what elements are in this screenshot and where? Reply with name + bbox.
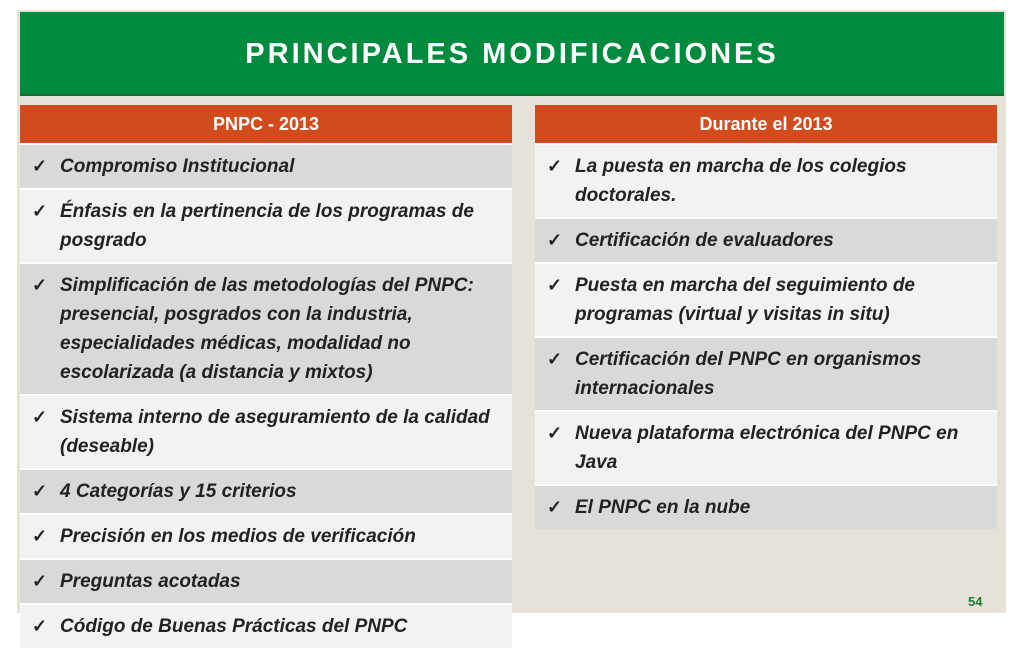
list-item	[20, 262, 512, 394]
list-item-text: Énfasis en la pertinencia de los programas de posgrado	[60, 201, 474, 251]
list-item	[535, 336, 997, 410]
check-icon: ✓	[32, 571, 48, 591]
list-item-text: Precisión en los medios de verificación	[60, 526, 416, 547]
table-durante-2013	[535, 105, 997, 518]
slide-title: PRINCIPALES MODIFICACIONES	[245, 37, 779, 70]
list-item-text: El PNPC en la nube	[575, 497, 751, 518]
list-item-text: Simplificación de las metodologías del PNPC: presencial, posgrados con la industria, especialidades médicas, modalidad no escolarizada (a distancia y mixtos)	[60, 275, 474, 383]
list-item-text: Preguntas acotadas	[60, 571, 241, 592]
list-item-text: Sistema interno de aseguramiento de la calidad (deseable)	[60, 407, 490, 457]
check-icon: ✓	[547, 275, 563, 295]
list-item-text: La puesta en marcha de los colegios doctorales.	[575, 156, 907, 206]
list-item-text: Nueva plataforma electrónica del PNPC en Java	[575, 423, 959, 473]
list-item	[535, 262, 997, 336]
table-header-pnpc-2013: PNPC - 2013	[20, 105, 512, 143]
list-item	[20, 143, 512, 188]
table-pnpc-2013	[20, 105, 512, 637]
check-icon: ✓	[547, 423, 563, 443]
check-icon: ✓	[32, 526, 48, 546]
list-item	[535, 143, 997, 217]
list-item	[20, 188, 512, 262]
check-icon: ✓	[32, 407, 48, 427]
check-icon: ✓	[32, 481, 48, 501]
check-icon: ✓	[32, 156, 48, 176]
list-item-text: 4 Categorías y 15 criterios	[60, 481, 297, 502]
list-item	[20, 558, 512, 603]
check-icon: ✓	[547, 156, 563, 176]
list-item	[535, 410, 997, 484]
list-item	[535, 484, 997, 529]
list-item-text: Puesta en marcha del seguimiento de programas (virtual y visitas in situ)	[575, 275, 915, 325]
check-icon: ✓	[547, 349, 563, 369]
list-item	[535, 217, 997, 262]
list-item-text: Certificación de evaluadores	[575, 230, 834, 251]
check-icon: ✓	[32, 201, 48, 221]
check-icon: ✓	[547, 230, 563, 250]
list-item-text: Certificación del PNPC en organismos internacionales	[575, 349, 922, 399]
list-item-text: Código de Buenas Prácticas del PNPC	[60, 616, 408, 637]
list-item	[20, 394, 512, 468]
check-icon: ✓	[547, 497, 563, 517]
table-header-durante-2013: Durante el 2013	[535, 105, 997, 143]
check-icon: ✓	[32, 616, 48, 636]
list-item	[20, 603, 512, 648]
page-number: 54	[968, 594, 983, 609]
list-item-text: Compromiso Institucional	[60, 156, 295, 177]
list-item	[20, 468, 512, 513]
check-icon: ✓	[32, 275, 48, 295]
list-item	[20, 513, 512, 558]
title-bar	[20, 12, 1004, 96]
